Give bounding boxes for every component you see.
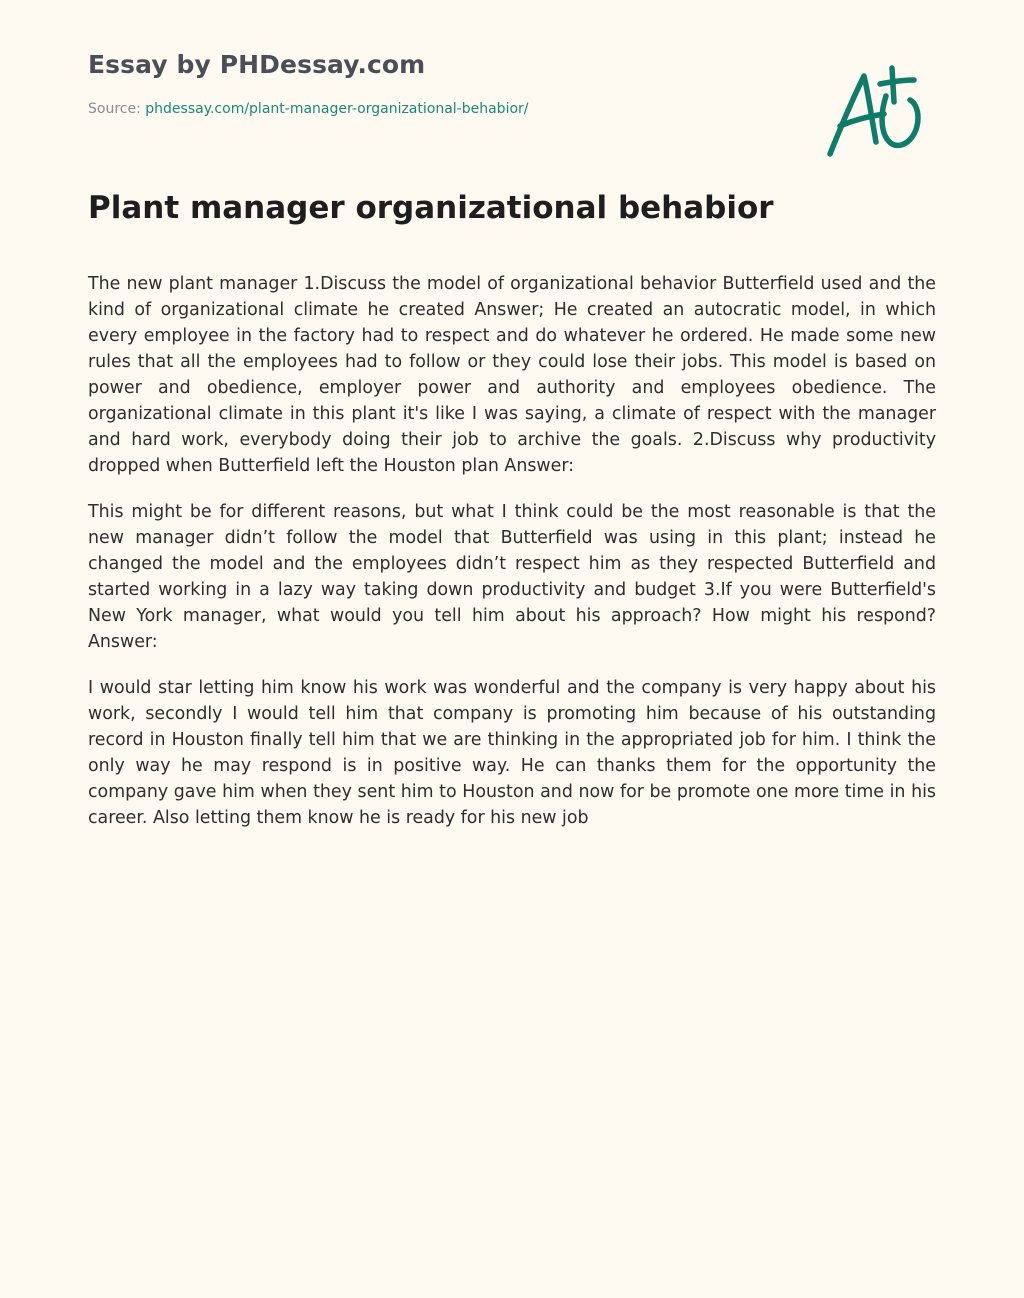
site-brand: Essay by PHDessay.com (88, 50, 426, 79)
paragraph-2: This might be for different reasons, but what I think could be the most reasonable is that the new manager didn’t follow the model that Butterfield was using in this plant; instead he changed the model and the employees didn’t respect him as they respected Butterfield and started working in a lazy way taking down productivity and budget 3.If you were Butterfield's New York manager, what would you tell him about his approach? How might his respond? Answer: (88, 502, 936, 652)
paragraph-1: The new plant manager 1.Discuss the model of organizational behavior Butterfield used and the kind of organizational climate he created Answer; He created an autocratic model, in which every employee in the factory had to respect and do whatever he ordered. He made some new rules that all the employees had to follow or they could lose their jobs. This model is based on power and obedience, employer power and authority and employees obedience. The organizational climate in this plant it's like I was saying, a climate of respect with the manager and hard work, everybody doing their job to archive the goals. 2.Discuss why productivity dropped when Butterfield left the Houston plan Answer: (88, 274, 936, 476)
source-label: Source: (88, 101, 146, 117)
source-line (88, 101, 529, 117)
essay-body (88, 271, 936, 851)
essay-title: Plant manager organizational behabior (88, 190, 774, 226)
a-plus-icon (824, 62, 928, 162)
paragraph-3: I would star letting him know his work was wonderful and the company is very happy about his work, secondly I would tell him that company is promoting him because of his outstanding record in Houston finally tell him that we are thinking in the appropriated job for him. I think the only way he may respond is in positive way. He can thanks them for the opportunity the company gave him when they sent him to Houston and now for be promote one more time in his career. Also letting them know he is ready for his new job (88, 678, 936, 828)
source-link[interactable]: phdessay.com/plant-manager-organizational-behabior/ (145, 101, 529, 117)
